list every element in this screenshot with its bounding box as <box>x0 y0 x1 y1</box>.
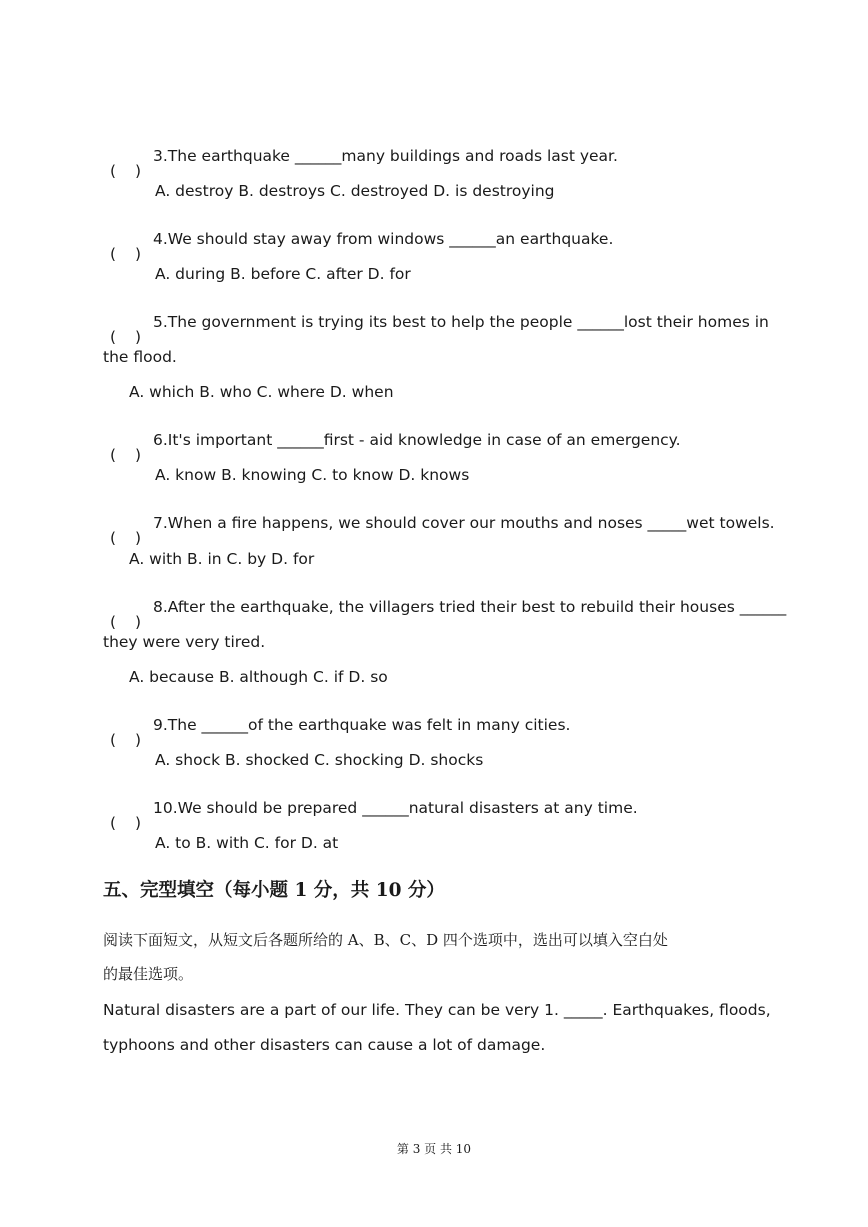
question-10: ( ) 10.We should be prepared ______natural disasters at any time. <box>110 799 638 832</box>
section-title: 五、完型填空（每小题 1 分，共 10 分） <box>103 880 445 901</box>
question-5: ( ) 5.The government is trying its best to help the people ______lost their homes in <box>110 313 769 346</box>
question-text: 3.The earthquake ______many buildings and roads last year. <box>153 147 618 165</box>
question-text: 7.When a fire happens, we should cover our mouths and noses _____wet towels. <box>153 514 775 532</box>
question-10-options: A. to B. with C. for D. at <box>155 834 339 852</box>
question-8-options: A. because B. although C. if D. so <box>129 668 388 686</box>
question-text: 9.The ______of the earthquake was felt in many cities. <box>153 716 571 734</box>
question-text: 6.It's important ______first - aid knowledge in case of an emergency. <box>153 431 681 449</box>
question-3-options: A. destroy B. destroys C. destroyed D. is destroying <box>155 182 555 200</box>
section-instruction-continuation: 的最佳选项。 <box>103 965 194 983</box>
question-text: 10.We should be prepared ______natural disasters at any time. <box>153 799 638 817</box>
question-8-continuation: they were very tired. <box>103 633 266 651</box>
question-7: ( ) 7.When a fire happens, we should cover our mouths and noses _____wet towels. <box>110 514 775 547</box>
question-text: 8.After the earthquake, the villagers tried their best to rebuild their houses ______ <box>153 598 787 616</box>
question-8: ( ) 8.After the earthquake, the villagers tried their best to rebuild their houses ______ <box>110 598 787 631</box>
passage-line-1: Natural disasters are a part of our life. They can be very 1. _____. Earthquakes, floods, <box>103 1001 771 1019</box>
question-9: ( ) 9.The ______of the earthquake was felt in many cities. <box>110 716 571 749</box>
question-text: 4.We should stay away from windows ______an earthquake. <box>153 230 614 248</box>
page-number: 第 3 页 共 10 <box>396 1142 472 1156</box>
question-4: ( ) 4.We should stay away from windows ______an earthquake. <box>110 230 614 263</box>
section-instruction: 阅读下面短文，从短文后各题所给的 A、B、C、D 四个选项中，选出可以填入空白处 <box>103 931 668 949</box>
question-7-options: A. with B. in C. by D. for <box>129 550 315 568</box>
passage-line-2: typhoons and other disasters can cause a lot of damage. <box>103 1036 546 1054</box>
question-4-options: A. during B. before C. after D. for <box>155 265 411 283</box>
question-3: ( ) 3.The earthquake ______many buildings and roads last year. <box>110 147 618 180</box>
question-text: 5.The government is trying its best to help the people ______lost their homes in <box>153 313 769 331</box>
question-5-continuation: the flood. <box>103 348 177 366</box>
question-6-options: A. know B. knowing C. to know D. knows <box>155 466 470 484</box>
question-6: ( ) 6.It's important ______first - aid knowledge in case of an emergency. <box>110 431 681 464</box>
question-5-options: A. which B. who C. where D. when <box>129 383 394 401</box>
question-9-options: A. shock B. shocked C. shocking D. shocks <box>155 751 484 769</box>
